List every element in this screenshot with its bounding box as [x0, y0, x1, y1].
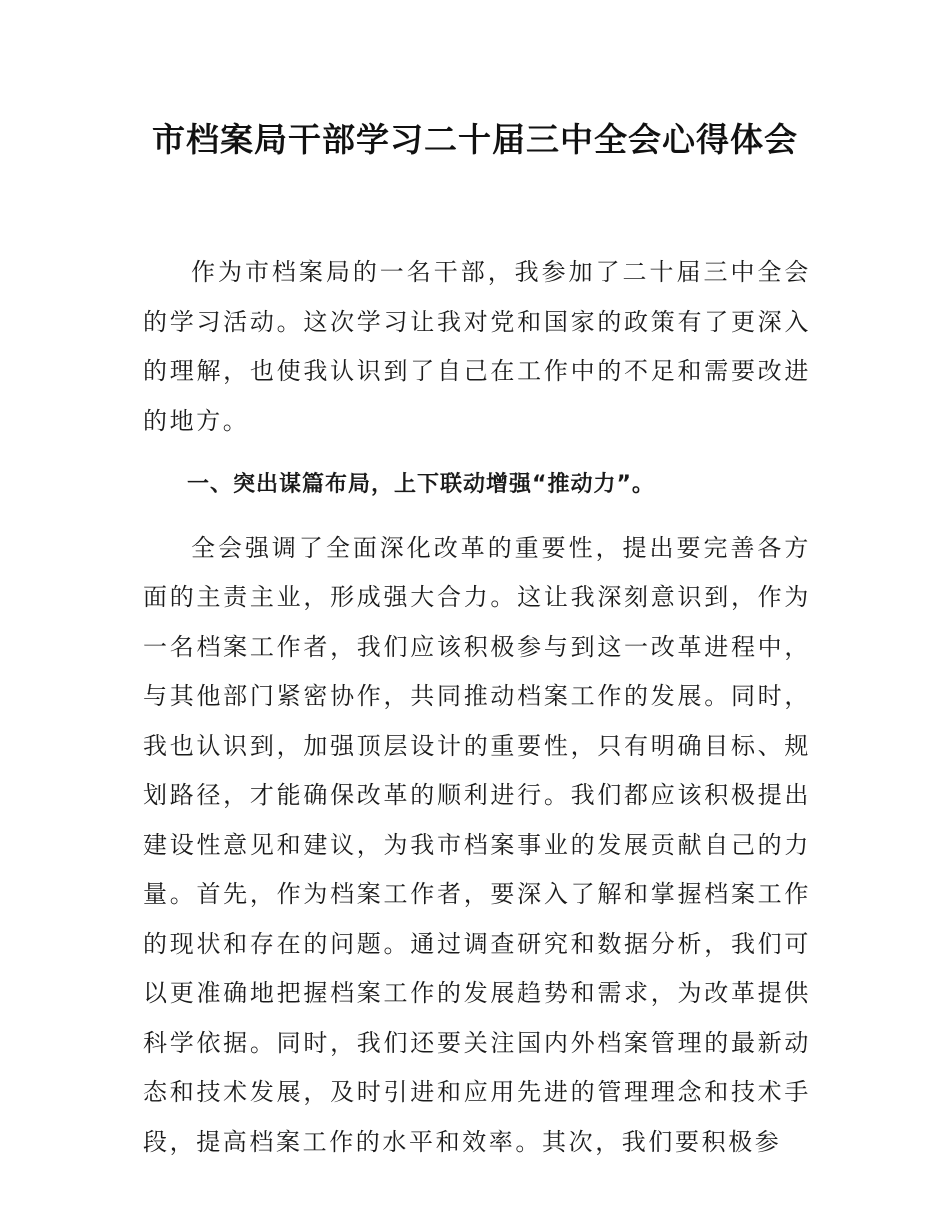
- document-title: 市档案局干部学习二十届三中全会心得体会: [152, 120, 798, 159]
- body-paragraph: 全会强调了全面深化改革的重要性，提出要完善各方面的主责主业，形成强大合力。这让我深刻意识到，作为一名档案工作者，我们应该积极参与到这一改革进程中，与其他部门紧密协作，共同推动档案工作的发展。同时，我也认识到，加强顶层设计的重要性，只有明确目标、规划路径，才能确保改革的顺利进行。我们都应该积极提出建设性意见和建议，为我市档案事业的发展贡献自己的力量。首先，作为档案工作者，要深入了解和掌握档案工作的现状和存在的问题。通过调查研究和数据分析，我们可以更准确地把握档案工作的发展趋势和需求，为改革提供科学依据。同时，我们还要关注国内外档案管理的最新动态和技术发展，及时引进和应用先进的管理理念和技术手段，提高档案工作的水平和效率。其次，我们要积极参: [143, 533, 811, 1156]
- section-heading: 一、突出谋篇布局，上下联动增强“推动力”。: [187, 472, 655, 497]
- document-body: [143, 248, 811, 1181]
- intro-paragraph: 作为市档案局的一名干部，我参加了二十届三中全会的学习活动。这次学习让我对党和国家的政策有了更深入的理解，也使我认识到了自己在工作中的不足和需要改进的地方。: [143, 258, 811, 435]
